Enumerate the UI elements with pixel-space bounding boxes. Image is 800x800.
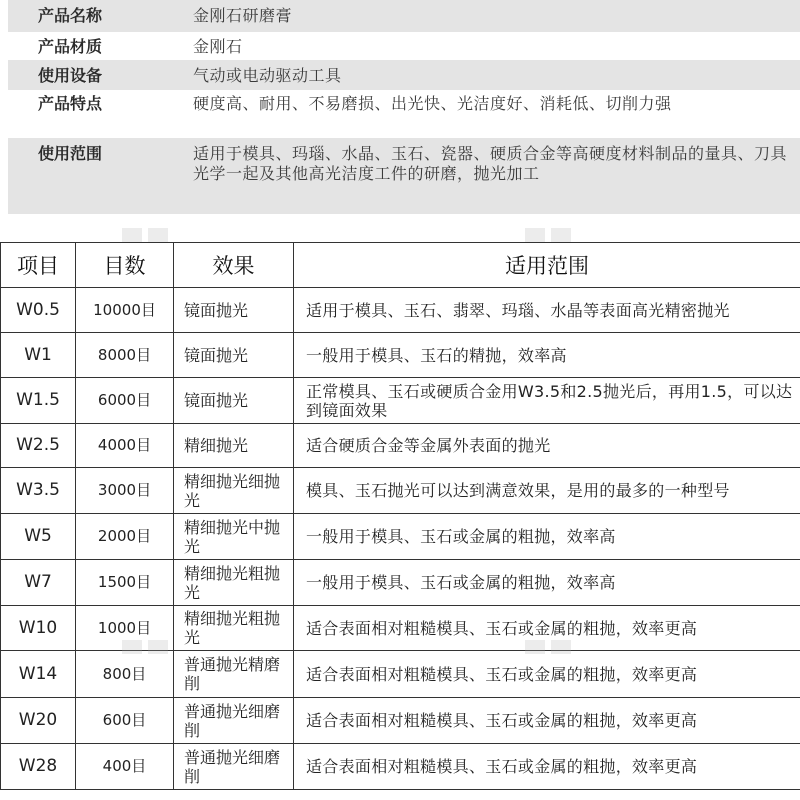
cell-mesh: 800目 [76, 651, 174, 698]
info-label: 使用范围 [38, 144, 103, 163]
info-value: 气动或电动驱动工具 [193, 66, 342, 85]
watermark-mark [525, 228, 545, 242]
table-row [1, 288, 800, 333]
cell-application: 一般用于模具、玉石或金属的粗抛，效率高 [294, 560, 800, 606]
cell-application: 适合硬质合金等金属外表面的抛光 [294, 424, 800, 468]
cell-effect: 精细抛光粗抛光 [174, 606, 294, 651]
cell-item: W7 [1, 560, 76, 606]
cell-application: 一般用于模具、玉石的精抛，效率高 [294, 333, 800, 378]
cell-effect: 普通抛光精磨削 [174, 651, 294, 698]
cell-effect: 精细抛光中抛光 [174, 514, 294, 560]
cell-mesh: 3000目 [76, 468, 174, 514]
cell-mesh: 400目 [76, 744, 174, 790]
cell-application: 一般用于模具、玉石或金属的粗抛，效率高 [294, 514, 800, 560]
cell-item: W10 [1, 606, 76, 651]
cell-item: W14 [1, 651, 76, 698]
cell-mesh: 1500目 [76, 560, 174, 606]
table-row [1, 514, 800, 560]
cell-item: W1.5 [1, 378, 76, 424]
info-row-equipment [8, 60, 800, 90]
info-label: 产品名称 [38, 6, 103, 25]
table-row [1, 744, 800, 790]
cell-effect: 镜面抛光 [174, 288, 294, 333]
info-row-scope [8, 138, 800, 214]
cell-item: W3.5 [1, 468, 76, 514]
cell-mesh: 600目 [76, 698, 174, 744]
info-label: 产品特点 [38, 94, 103, 113]
cell-application: 适合表面相对粗糙模具、玉石或金属的粗抛，效率更高 [294, 606, 800, 651]
info-label: 产品材质 [38, 37, 103, 56]
table-row [1, 560, 800, 606]
cell-application: 适用于模具、玉石、翡翠、玛瑙、水晶等表面高光精密抛光 [294, 288, 800, 333]
cell-effect: 普通抛光细磨削 [174, 744, 294, 790]
cell-effect: 镜面抛光 [174, 378, 294, 424]
info-value: 适用于模具、玛瑙、水晶、玉石、瓷器、硬质合金等高硬度材料制品的量具、刀具光学一起及其他高光洁度工件的研磨，抛光加工 [193, 144, 788, 183]
table-row [1, 333, 800, 378]
table-row [1, 698, 800, 744]
watermark-mark [148, 228, 168, 242]
product-info-block [8, 0, 800, 214]
table-row [1, 424, 800, 468]
watermark-mark [122, 228, 142, 242]
table-row [1, 651, 800, 698]
header-item: 项目 [1, 243, 76, 288]
cell-item: W5 [1, 514, 76, 560]
cell-mesh: 4000目 [76, 424, 174, 468]
table-row [1, 468, 800, 514]
cell-effect: 普通抛光细磨削 [174, 698, 294, 744]
cell-effect: 精细抛光粗抛光 [174, 560, 294, 606]
cell-application: 模具、玉石抛光可以达到满意效果，是用的最多的一种型号 [294, 468, 800, 514]
cell-mesh: 2000目 [76, 514, 174, 560]
info-value: 金刚石 [193, 37, 243, 56]
cell-application: 适合表面相对粗糙模具、玉石或金属的粗抛，效率更高 [294, 698, 800, 744]
info-label: 使用设备 [38, 66, 103, 85]
header-application: 适用范围 [294, 243, 800, 288]
grit-spec-table [0, 242, 800, 790]
cell-mesh: 1000目 [76, 606, 174, 651]
header-effect: 效果 [174, 243, 294, 288]
cell-application: 正常模具、玉石或硬质合金用W3.5和2.5抛光后，再用1.5，可以达到镜面效果 [294, 378, 800, 424]
cell-item: W28 [1, 744, 76, 790]
cell-effect: 镜面抛光 [174, 333, 294, 378]
cell-mesh: 8000目 [76, 333, 174, 378]
cell-application: 适合表面相对粗糙模具、玉石或金属的粗抛，效率更高 [294, 651, 800, 698]
table-row [1, 378, 800, 424]
info-row-product-name [8, 0, 800, 32]
table-header-row [1, 243, 800, 288]
info-value: 硬度高、耐用、不易磨损、出光快、光洁度好、消耗低、切削力强 [193, 94, 672, 113]
cell-item: W0.5 [1, 288, 76, 333]
watermark-mark [551, 228, 571, 242]
cell-item: W2.5 [1, 424, 76, 468]
info-row-material [8, 32, 800, 60]
cell-mesh: 10000目 [76, 288, 174, 333]
info-row-features [8, 90, 800, 138]
cell-item: W20 [1, 698, 76, 744]
info-value: 金刚石研磨膏 [193, 6, 293, 25]
cell-application: 适合表面相对粗糙模具、玉石或金属的粗抛，效率更高 [294, 744, 800, 790]
cell-item: W1 [1, 333, 76, 378]
header-mesh: 目数 [76, 243, 174, 288]
cell-mesh: 6000目 [76, 378, 174, 424]
table-row [1, 606, 800, 651]
cell-effect: 精细抛光 [174, 424, 294, 468]
cell-effect: 精细抛光细抛光 [174, 468, 294, 514]
